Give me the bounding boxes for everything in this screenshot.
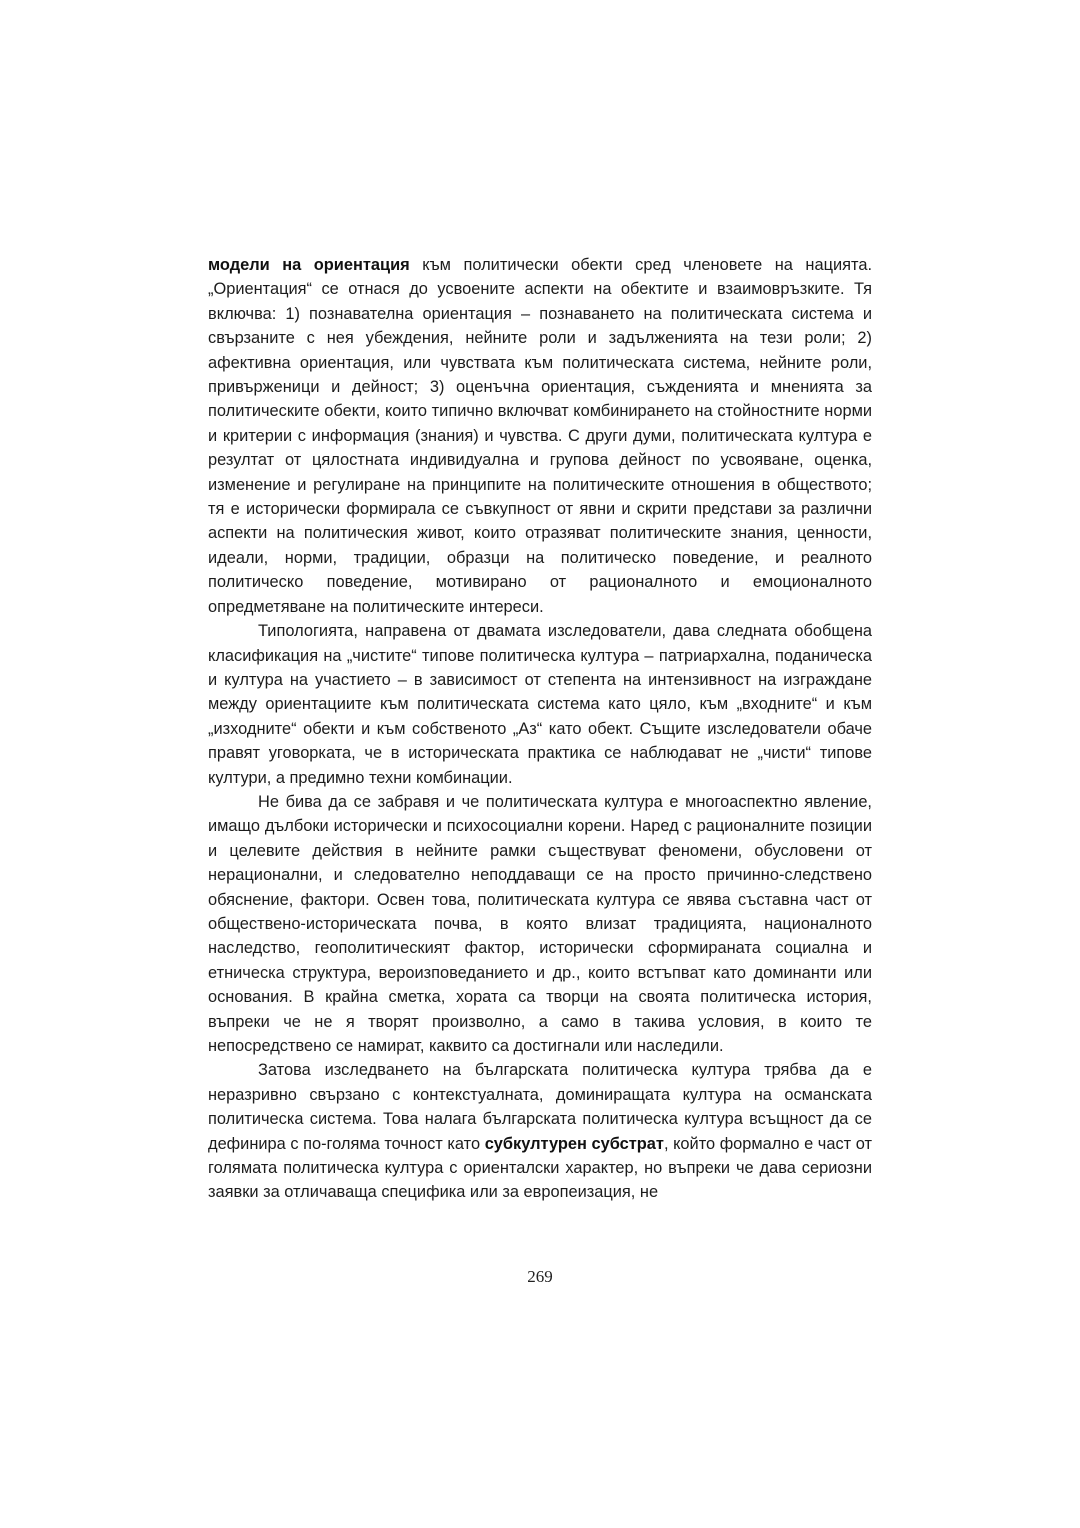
- paragraph-text-after: , който формално е част от голямата политическа култура с ориенталски характер, но въпреки че дава сериозни заявки за отличаваща специфика или за европеизация, не: [208, 1134, 872, 1202]
- paragraph-text: към политически обекти сред членовете на нацията. „Ориентация“ се отнася до усвоените аспекти на обектите и взаимовръзките. Тя включва: 1) познавателна ориентация – познаването на политическата система и свързаните с нея убеждения, нейните роли и задълженията на тези роли; 2) афективна ориентация, или чувствата към политическата система, нейните роли, привърженици и дейност; 3) оценъчна ориентация, съжденията и мненията за политическите обекти, които типично включват комбинирането на стойностните норми и критерии с информация (знания) и чувства. С други думи, политическата култура е резултат от цялостната индивидуална и групова дейност по усвояване, оценка, изменение и регулиране на принципите на политическите отношения в обществото; тя е исторически формирала се съвкупност от явни и скрити представи за различни аспекти на политическия живот, които отразяват политическите знания, ценности, идеали, норми, традиции, образци на политическо поведение, и реалното политическо поведение, мотивирано от рационалното и емоционалното опредметяване на политическите интереси.: [208, 256, 873, 616]
- paragraph-bulgarian-culture: [208, 1058, 872, 1204]
- paragraph-text-before: Затова изследването на българската политическа култура трябва да е неразривно свързано с контекстуалната, доминиращата култура на османската политическа система. Това налага българската политическа култура всъщност да се дефинира с по-голяма точност като: [208, 1061, 872, 1153]
- paragraph-orientation-models: [208, 253, 872, 619]
- paragraph-text: Не бива да се забравя и че политическата култура е многоаспектно явление, имащо дълбоки исторически и психосоциални корени. Наред с рационалните позиции и целевите действия в нейните рамки съществуват феномени, обусловени от нерационални, и следователно неподдаващи се на просто причинно-следствено обяснение, фактори. Освен това, политическата култура се явява съставна част от обществено-историческата почва, в която влизат традицията, националното наследство, геополитическият фактор, исторически сформираната социална и етническа структура, вероизповеданието и др., които встъпват като доминанти или основания. В крайна сметка, хората са творци на своята политическа история, въпреки че не я творят произволно, а само в такива условия, в които те непосредствено се намират, каквито са достигнали или наследили.: [208, 792, 872, 1055]
- paragraph-typology: [208, 619, 872, 790]
- bold-term-orientation-models: модели на ориентация: [208, 256, 410, 274]
- page-number: 269: [527, 1267, 553, 1286]
- paragraph-text: Типологията, направена от двамата изследователи, дава следната обобщена класификация на „чистите“ типове политическа култура – патриархална, поданическа и култура на участието – в зависимост от степента на интензивност на изграждане между ориентациите към политическата система като цяло, към „входните“ и към „изходните“ обекти и към собственото „Аз“ като обект. Същите изследователи обаче правят уговорката, че в историческата практика се наблюдават не „чисти“ типове култури, а предимно техни комбинации.: [208, 622, 872, 787]
- paragraph-multiaspect: [208, 790, 872, 1058]
- body-text: [208, 253, 872, 1205]
- bold-term-subcultural-substrate: субкултурен субстрат: [484, 1134, 664, 1153]
